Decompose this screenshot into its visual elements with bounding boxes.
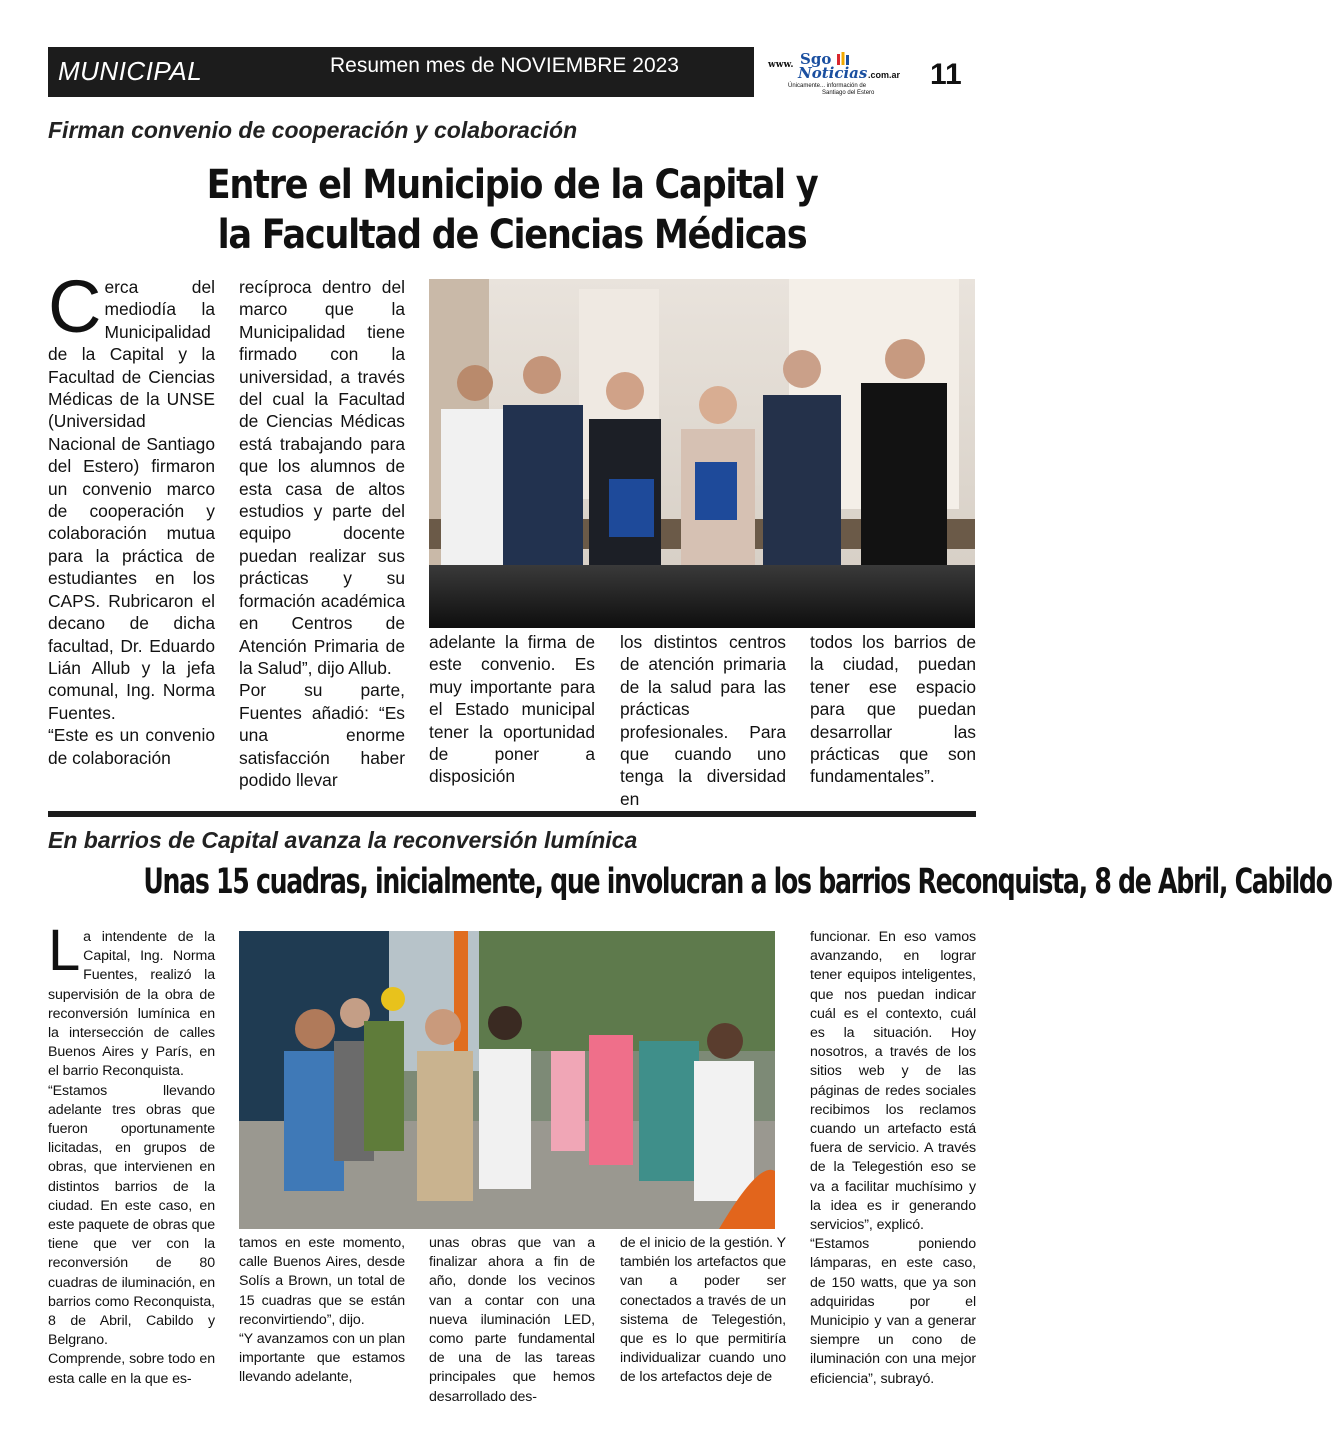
logo-brand-top: Sgo <box>800 50 832 68</box>
article2-kicker: En barrios de Capital avanza la reconversión lumínica <box>48 827 638 853</box>
article2-column-2 <box>239 1234 405 1384</box>
article2-paragraph: a intendente de la Capital, Ing. Norma Fuentes, realizó la supervisión de la obra de reconversión lumínica en la intersección de calles Buenos Aires y París, en el barrio Reconquista. <box>48 929 215 1080</box>
article2-column-1 <box>48 918 215 1388</box>
article1-kicker: Firman convenio de cooperación y colaboración <box>48 117 578 143</box>
article2-paragraph: Comprende, sobre todo en esta calle en la que es- <box>48 1351 215 1387</box>
article2-drop-cap: L <box>48 918 81 983</box>
article2-paragraph: tamos en este momento, calle Buenos Aires, desde Solís a Brown, un total de 15 cuadras que se están reconvirtiendo”, dijo. <box>239 1235 405 1328</box>
article1-headline <box>61 160 962 260</box>
sgo-noticias-logo <box>764 50 914 96</box>
article1-paragraph: “Este es un convenio de colaboración <box>48 725 215 768</box>
logo-www: www. <box>768 60 794 70</box>
logo-tagline-2: Santiago del Estero <box>822 90 875 96</box>
issue-summary: Resumen mes de NOVIEMBRE 2023 <box>330 54 679 77</box>
article1-drop-cap: C <box>48 265 102 348</box>
signing-ceremony-photo <box>429 279 975 628</box>
article1-paragraph: Por su parte, Fuentes añadió: “Es una enorme satisfacción haber podido llevar <box>239 680 405 790</box>
page-number: 11 <box>930 58 962 91</box>
article1-column-1 <box>48 265 215 796</box>
article1-headline-line2: la Facultad de Ciencias Médicas <box>217 212 807 258</box>
article1-column-5: todos los barrios de la ciudad, puedan tener ese espacio para que puedan desarrollar las prácticas que son fundamentales”. <box>810 632 976 787</box>
article1-column-4: los distintos centros de atención primaria de la salud para las prácticas profesionales. Para que cuando uno tenga la diversidad en <box>620 632 786 809</box>
logo-domain: .com.ar <box>868 70 901 80</box>
article2-paragraph: “Estamos llevando adelante tres obras que fueron oportunamente licitadas, en grupos de obras, que intervienen en distintos barrios de la ciudad. En este caso, en este paquete de obras que tiene que ver con la reconversión de 80 cuadras de iluminación, en barrios como Reconquista, 8 de Abril, Cabildo y Belgrano. <box>48 1082 215 1349</box>
section-divider <box>48 811 976 817</box>
article1-paragraph: erca del mediodía la Municipalidad de la Capital y la Facultad de Ciencias Médicas de la UNSE (Universidad Nacional de Santiago del Estero) firmaron un convenio marco de cooperación y colaboración mutua para la práctica de estudiantes en los CAPS. Rubricaron el decano de dicha facultad, Dr. Eduardo Lián Allub y la jefa comunal, Ing. Norma Fuentes. <box>48 277 215 723</box>
section-title: MUNICIPAL <box>58 56 203 86</box>
article2-headline: Unas 15 cuadras, inicialmente, que involucran a los barrios Reconquista, 8 de Abril, Cabildo <box>143 862 1332 902</box>
article1-headline-line1: Entre el Municipio de la Capital y <box>206 162 818 208</box>
article2-column-5 <box>810 928 976 1388</box>
article1-column-3: adelante la firma de este convenio. Es muy importante para el Estado municipal tener la oportunidad de poner a disposición <box>429 632 595 787</box>
lighting-works-photo <box>239 931 775 1229</box>
logo-brand-bottom: Noticias <box>798 64 868 82</box>
article1-paragraph: recíproca dentro del marco que la Municipalidad tiene firmado con la universidad, a través del cual la Facultad de Ciencias Médicas está trabajando para que los alumnos de esta casa de altos estudios y parte del equipo docente puedan realizar sus prácticas y su formación académica en Centros de Atención Primaria de la Salud”, dijo Allub. <box>239 277 405 678</box>
article2-paragraph: “Estamos poniendo lámparas, en este caso, de 150 watts, que ya son adquiridas por el Municipio y van a generar siempre un cono de iluminación con una mejor eficiencia”, subrayó. <box>810 1236 976 1387</box>
article2-column-4: de el inicio de la gestión. Y también los artefactos que van a poder ser conectados a través de un sistema de Telegestión, que es lo que permitiría individualizar cuando uno de los artefactos deje de <box>620 1235 786 1386</box>
article2-paragraph: “Y avanzamos con un plan importante que estamos llevando adelante, <box>239 1331 405 1386</box>
logo-tagline: Únicamente... información de <box>788 83 867 89</box>
article2-column-3: unas obras que van a finalizar ahora a fin de año, donde los vecinos van a contar con una nueva iluminación LED, como parte fundamental de una de las tareas principales que hemos desarrollado des- <box>429 1235 595 1405</box>
article1-column-2 <box>239 276 405 796</box>
article2-paragraph: funcionar. En eso vamos avanzando, en lograr tener equipos inteligentes, que nos puedan indicar cuál es el contexto, cuál es la situación. Hoy nosotros, a través de los sitios web y de las páginas de redes sociales recibimos los reclamos cuando un artefacto está fuera de servicio. A través de la Telegestión eso se va a facilitar muchísimo y la idea es ir generando servicios”, explicó. <box>810 929 976 1234</box>
